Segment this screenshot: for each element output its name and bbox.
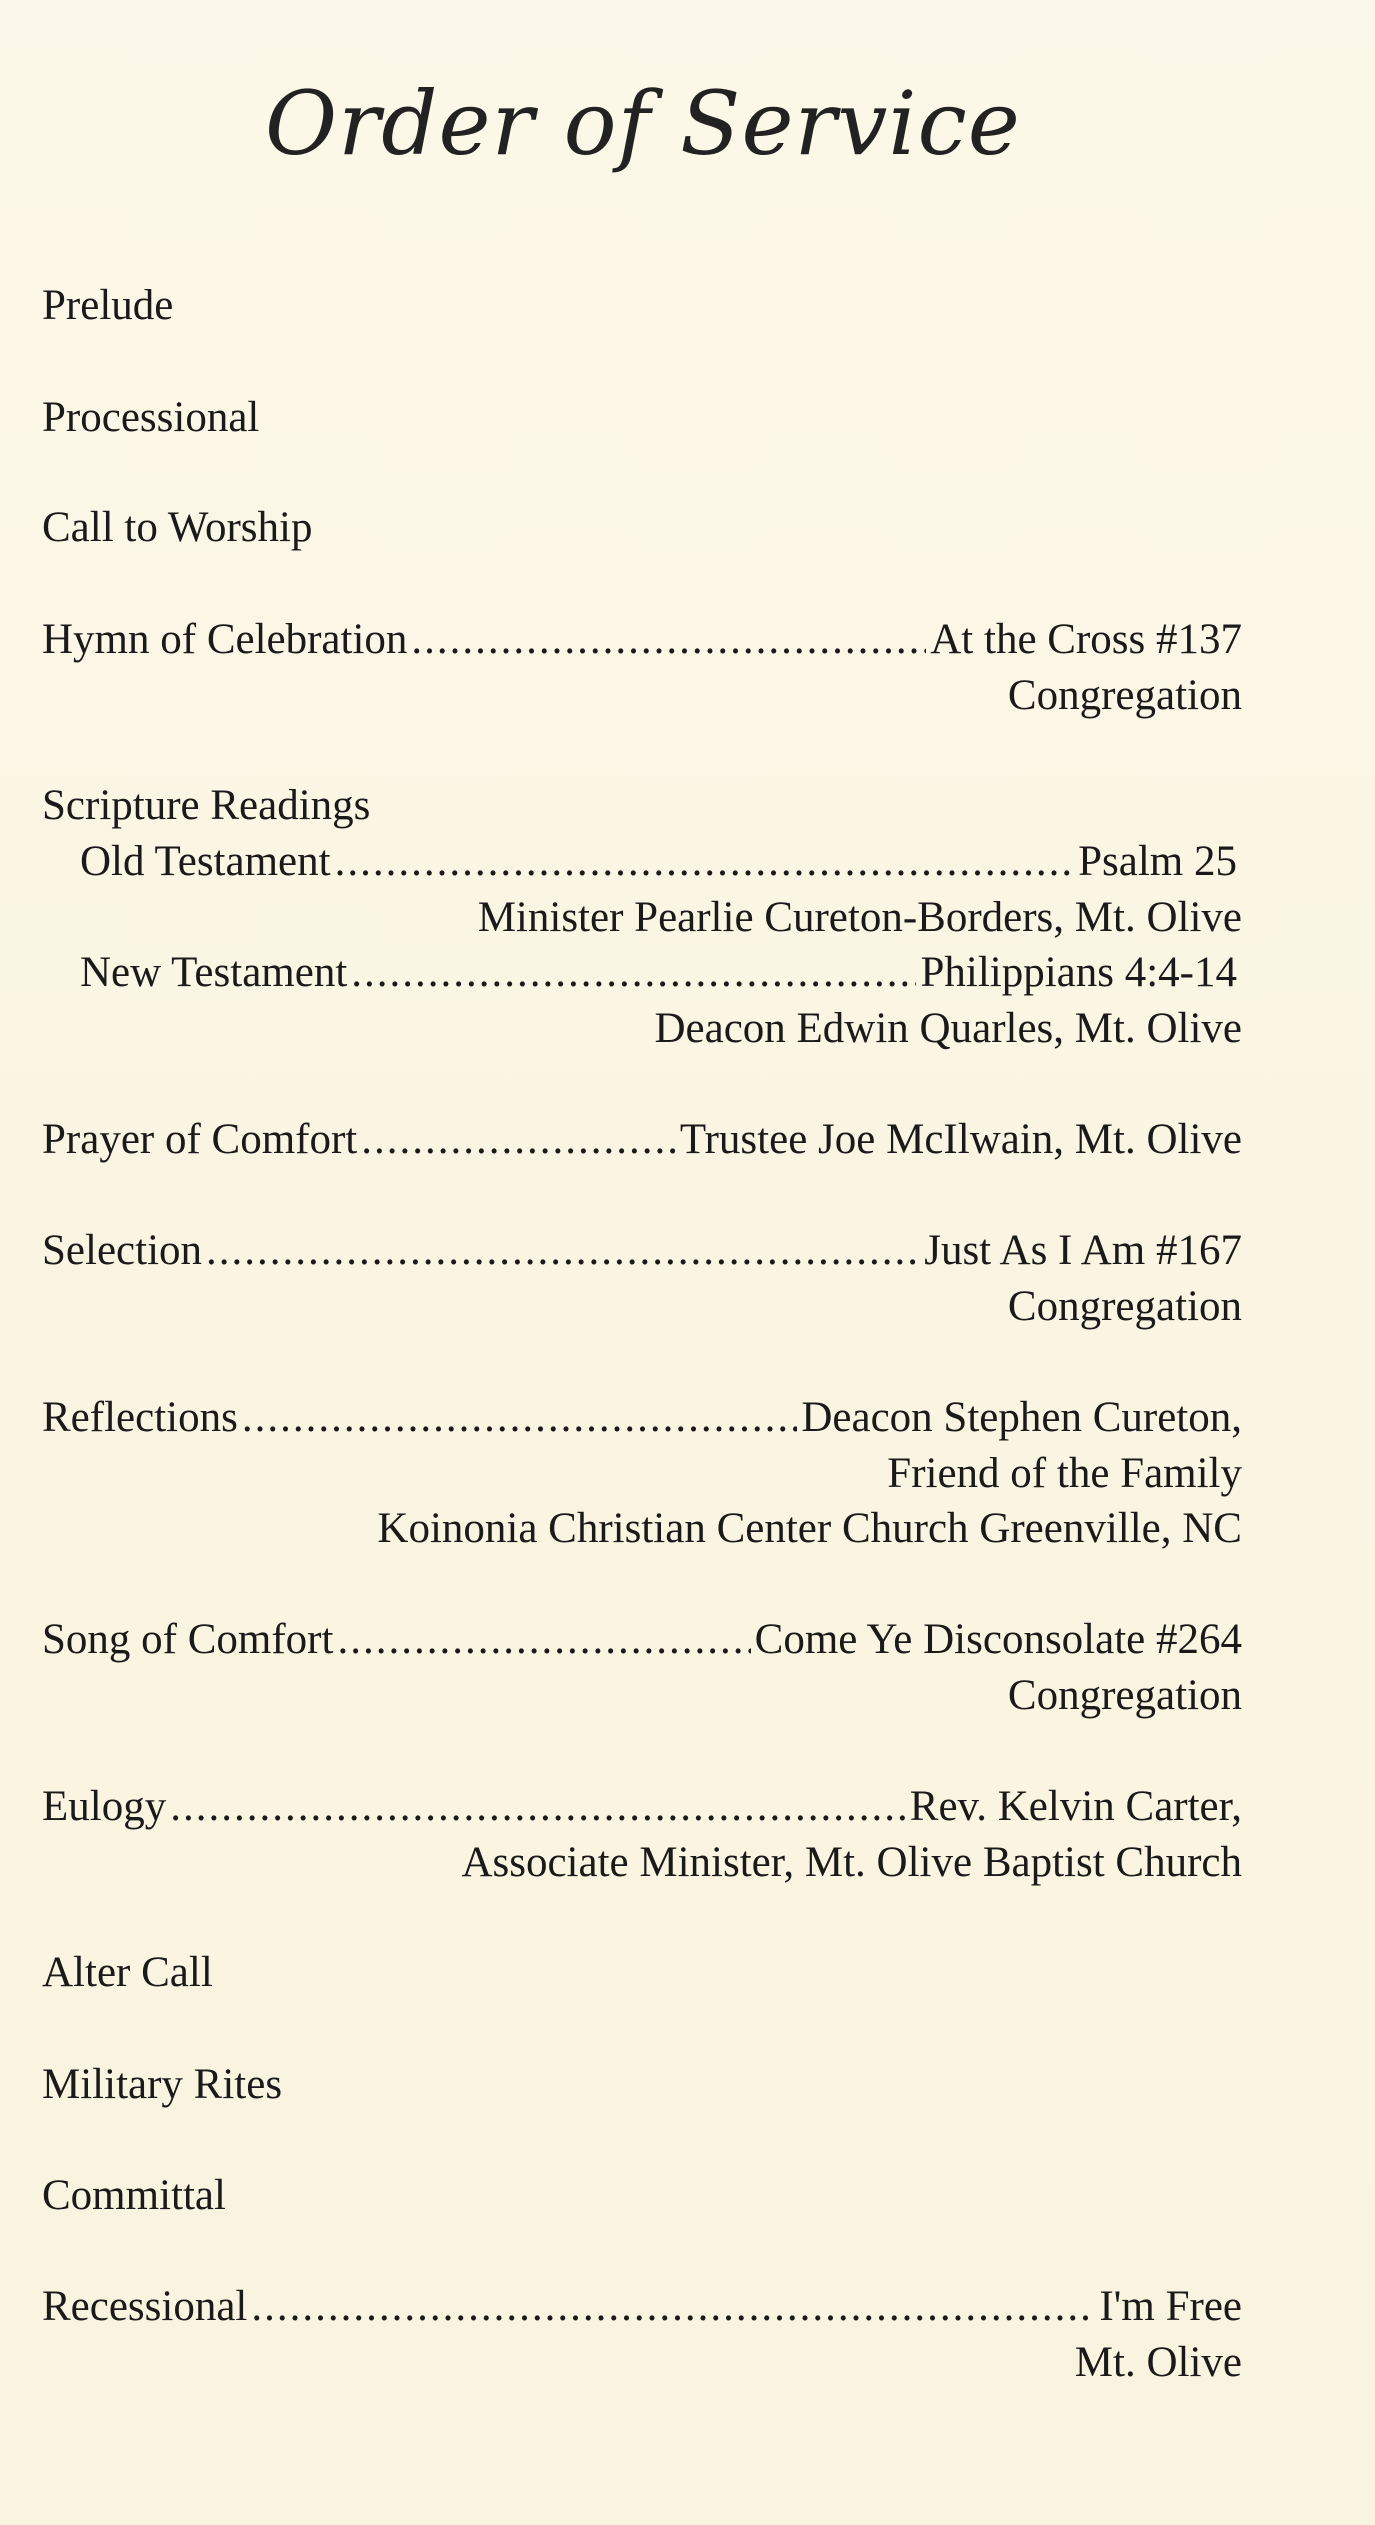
dot-leader bbox=[337, 1612, 750, 1668]
dot-leader bbox=[361, 1112, 676, 1168]
page-title: Order of Service bbox=[265, 72, 1021, 175]
item-military-rites: Military Rites bbox=[42, 2061, 283, 2108]
item-selection-sub: Congregation bbox=[1007, 1283, 1242, 1330]
item-hymn bbox=[42, 612, 1242, 668]
item-prayer bbox=[42, 1112, 1242, 1168]
item-reflections-sub1: Friend of the Family bbox=[887, 1450, 1242, 1497]
dot-leader bbox=[242, 1390, 798, 1446]
item-song-of-comfort bbox=[42, 1612, 1242, 1668]
item-scripture-heading: Scripture Readings bbox=[42, 782, 371, 829]
item-new-testament bbox=[80, 945, 1237, 1001]
item-reflections-sub2: Koinonia Christian Center Church Greenville, NC bbox=[377, 1505, 1242, 1552]
item-eulogy-sub: Associate Minister, Mt. Olive Baptist Church bbox=[461, 1839, 1242, 1886]
item-song-of-comfort-sub: Congregation bbox=[1007, 1672, 1242, 1719]
item-reflections-label: Reflections bbox=[42, 1394, 238, 1441]
item-call-to-worship: Call to Worship bbox=[42, 504, 313, 551]
dot-leader bbox=[351, 945, 916, 1001]
item-selection-label: Selection bbox=[42, 1227, 203, 1274]
item-prelude: Prelude bbox=[42, 282, 174, 329]
item-song-of-comfort-label: Song of Comfort bbox=[42, 1616, 334, 1663]
item-recessional-sub: Mt. Olive bbox=[1074, 2339, 1242, 2386]
item-new-testament-sub: Deacon Edwin Quarles, Mt. Olive bbox=[654, 1005, 1242, 1052]
item-new-testament-value: Philippians 4:4-14 bbox=[920, 949, 1237, 996]
item-reflections bbox=[42, 1390, 1242, 1446]
item-recessional bbox=[42, 2279, 1242, 2335]
item-alter-call: Alter Call bbox=[42, 1949, 213, 1996]
item-eulogy bbox=[42, 1779, 1242, 1835]
item-eulogy-label: Eulogy bbox=[42, 1783, 167, 1830]
item-hymn-label: Hymn of Celebration bbox=[42, 616, 408, 663]
item-hymn-sub: Congregation bbox=[1007, 672, 1242, 719]
item-eulogy-value: Rev. Kelvin Carter, bbox=[909, 1783, 1242, 1830]
item-prayer-value: Trustee Joe McIlwain, Mt. Olive bbox=[679, 1116, 1242, 1163]
item-old-testament-label: Old Testament bbox=[80, 838, 331, 885]
dot-leader bbox=[170, 1779, 906, 1835]
dot-leader bbox=[206, 1223, 920, 1279]
item-prayer-label: Prayer of Comfort bbox=[42, 1116, 358, 1163]
dot-leader bbox=[335, 834, 1075, 890]
item-song-of-comfort-value: Come Ye Disconsolate #264 bbox=[754, 1616, 1242, 1663]
item-recessional-value: I'm Free bbox=[1099, 2283, 1242, 2330]
item-reflections-value: Deacon Stephen Cureton, bbox=[801, 1394, 1242, 1441]
item-processional: Processional bbox=[42, 394, 260, 441]
item-hymn-value: At the Cross #137 bbox=[930, 616, 1242, 663]
item-selection bbox=[42, 1223, 1242, 1279]
item-old-testament bbox=[80, 834, 1237, 890]
item-selection-value: Just As I Am #167 bbox=[924, 1227, 1242, 1274]
dot-leader bbox=[411, 612, 926, 668]
dot-leader bbox=[251, 2279, 1095, 2335]
item-new-testament-label: New Testament bbox=[80, 949, 348, 996]
item-committal: Committal bbox=[42, 2172, 226, 2219]
item-old-testament-value: Psalm 25 bbox=[1078, 838, 1237, 885]
item-old-testament-sub: Minister Pearlie Cureton-Borders, Mt. Olive bbox=[477, 894, 1242, 941]
item-recessional-label: Recessional bbox=[42, 2283, 248, 2330]
